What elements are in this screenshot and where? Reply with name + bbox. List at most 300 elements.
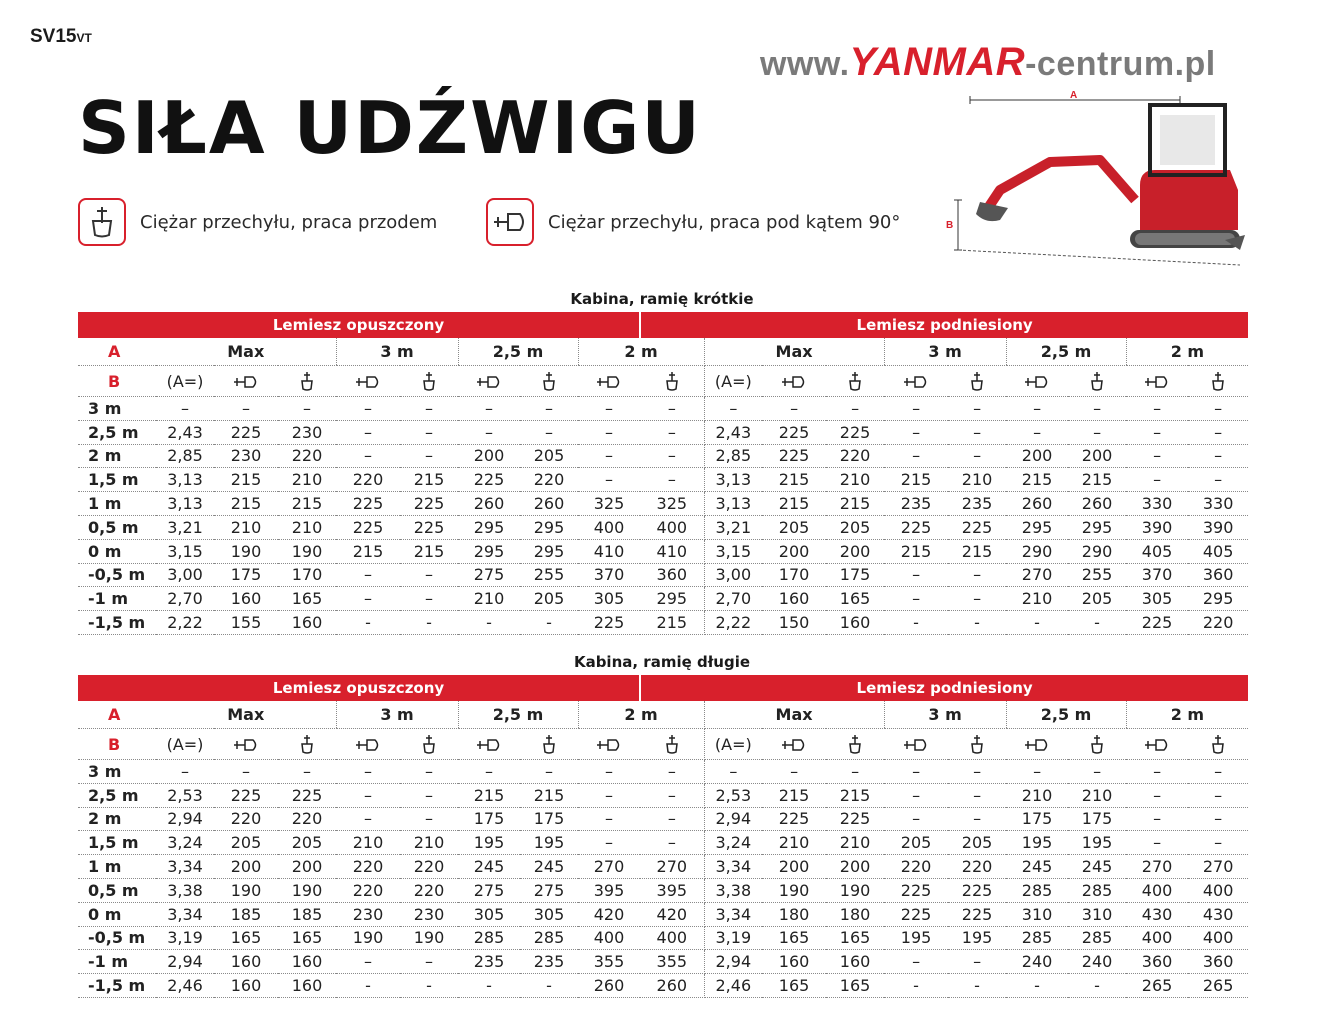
table-cell: 215 (884, 468, 948, 492)
height-label: 2,5 m (78, 420, 156, 444)
table-cell: 405 (1126, 539, 1188, 563)
table-cell: 220 (400, 855, 458, 879)
table-cell: – (762, 397, 826, 421)
table-cell: 3,15 (704, 539, 762, 563)
front-load-header (520, 729, 578, 760)
table-cell: 205 (278, 831, 336, 855)
reach-header: (A=) (704, 729, 762, 760)
bucket-front-icon (970, 734, 984, 754)
table-cell: 270 (1006, 563, 1068, 587)
table-cell: 205 (1068, 587, 1126, 611)
table-cell: 305 (1126, 587, 1188, 611)
table-cell: 215 (762, 468, 826, 492)
table-cell: 185 (278, 902, 336, 926)
table-title-long-arm: Kabina, ramię długie (573, 653, 751, 671)
front-load-header (826, 729, 884, 760)
table-cell: - (520, 611, 578, 635)
table-cell: 355 (640, 950, 704, 974)
table-cell: 285 (520, 926, 578, 950)
brand-logo: YANMAR (849, 40, 1026, 84)
bucket-side-icon (596, 738, 622, 752)
table-cell: – (1126, 783, 1188, 807)
table-cell: 230 (400, 902, 458, 926)
table-cell: – (1068, 760, 1126, 784)
table-title-short-arm: Kabina, ramię krótkie (570, 290, 754, 308)
table-cell: 360 (1188, 950, 1248, 974)
table-cell: 295 (1068, 515, 1126, 539)
table-cell: – (704, 397, 762, 421)
table-cell: – (156, 397, 214, 421)
side-load-header (214, 729, 278, 760)
table-cell: – (640, 397, 704, 421)
table-cell: – (400, 563, 458, 587)
side-load-header (762, 366, 826, 397)
table-cell: 165 (762, 926, 826, 950)
table-cell: 225 (826, 807, 884, 831)
table-cell: 3,34 (156, 902, 214, 926)
table-cell: – (1068, 420, 1126, 444)
table-cell: 200 (1068, 444, 1126, 468)
table-cell: 410 (578, 539, 640, 563)
table-cell: 400 (1188, 878, 1248, 902)
front-load-header (1188, 729, 1248, 760)
table-cell: 285 (458, 926, 520, 950)
front-load-header (278, 729, 336, 760)
table-row (78, 974, 1248, 998)
side-load-header (762, 729, 826, 760)
table-row (78, 878, 1248, 902)
table-cell: – (948, 397, 1006, 421)
reach-header: (A=) (156, 366, 214, 397)
table-cell: 420 (578, 902, 640, 926)
bucket-front-icon (970, 371, 984, 391)
table-cell: – (400, 587, 458, 611)
table-cell: – (884, 397, 948, 421)
table-cell: 215 (948, 539, 1006, 563)
table-cell: 215 (1006, 468, 1068, 492)
table-cell: – (948, 807, 1006, 831)
height-label: 3 m (78, 760, 156, 784)
bucket-front-icon (1090, 734, 1104, 754)
table-cell: – (826, 760, 884, 784)
table-cell: 165 (826, 974, 884, 998)
table-cell: - (884, 974, 948, 998)
table-cell: 220 (336, 855, 400, 879)
table-cell: 205 (520, 444, 578, 468)
table-cell: – (1006, 397, 1068, 421)
table-cell: 190 (826, 878, 884, 902)
table-cell: 160 (826, 950, 884, 974)
table-cell: 215 (278, 492, 336, 516)
table-cell: 285 (1068, 926, 1126, 950)
table-cell: 260 (640, 974, 704, 998)
table-cell: – (1126, 420, 1188, 444)
table-cell: 355 (578, 950, 640, 974)
table-cell: 170 (762, 563, 826, 587)
table-cell: 3,34 (156, 855, 214, 879)
table-cell: 200 (826, 539, 884, 563)
bucket-front-icon (665, 734, 679, 754)
table-cell: 225 (884, 515, 948, 539)
height-label: -1 m (78, 950, 156, 974)
table-cell: 225 (400, 492, 458, 516)
table-row (78, 783, 1248, 807)
table-cell: 200 (826, 855, 884, 879)
bucket-front-icon (1090, 371, 1104, 391)
table-cell: – (826, 397, 884, 421)
table-cell: 195 (884, 926, 948, 950)
table-cell: 190 (400, 926, 458, 950)
table-cell: 305 (458, 902, 520, 926)
table-cell: 270 (1126, 855, 1188, 879)
table-cell: – (1126, 468, 1188, 492)
table-cell: 190 (762, 878, 826, 902)
table-cell: – (336, 783, 400, 807)
table-cell: 155 (214, 611, 278, 635)
table-cell: 405 (1188, 539, 1248, 563)
reach-header: (A=) (704, 366, 762, 397)
table-cell: 205 (214, 831, 278, 855)
bucket-front-icon (78, 198, 126, 246)
table-cell: 240 (1006, 950, 1068, 974)
table-cell: – (762, 760, 826, 784)
side-load-header (578, 729, 640, 760)
table-cell: 220 (826, 444, 884, 468)
bucket-front-icon (665, 371, 679, 391)
table-cell: 2,94 (704, 807, 762, 831)
table-cell: 245 (1006, 855, 1068, 879)
table-cell: 3,13 (156, 468, 214, 492)
table-cell: – (578, 807, 640, 831)
table-cell: – (948, 444, 1006, 468)
table-cell: 275 (458, 563, 520, 587)
table-cell: 225 (578, 611, 640, 635)
table-cell: 295 (458, 515, 520, 539)
table-cell: – (1126, 397, 1188, 421)
table-cell: – (578, 831, 640, 855)
front-load-header (400, 366, 458, 397)
table-cell: 3,38 (156, 878, 214, 902)
table-cell: 230 (278, 420, 336, 444)
table-cell: 160 (214, 950, 278, 974)
table-cell: – (400, 444, 458, 468)
table-cell: 3,24 (156, 831, 214, 855)
table-cell: 210 (948, 468, 1006, 492)
table-cell: 220 (336, 468, 400, 492)
height-label: -1 m (78, 587, 156, 611)
table-cell: 225 (1126, 611, 1188, 635)
table-cell: 370 (1126, 563, 1188, 587)
table-cell: 390 (1126, 515, 1188, 539)
height-label: -1,5 m (78, 611, 156, 635)
table-cell: 205 (520, 587, 578, 611)
front-load-header (640, 366, 704, 397)
table-cell: 175 (458, 807, 520, 831)
table-cell: - (458, 611, 520, 635)
col-2m: 2 m (1126, 338, 1248, 366)
bucket-side-icon (355, 375, 381, 389)
table-cell: 360 (1126, 950, 1188, 974)
table-cell: 245 (458, 855, 520, 879)
header-row-a (78, 701, 1248, 729)
table-cell: 225 (400, 515, 458, 539)
table-cell: 195 (458, 831, 520, 855)
front-load-header (948, 366, 1006, 397)
col-2m: 2 m (578, 338, 704, 366)
table-cell: 210 (1006, 587, 1068, 611)
table-cell: 220 (400, 878, 458, 902)
table-cell: 215 (826, 492, 884, 516)
table-cell: 190 (214, 878, 278, 902)
table-cell: 260 (520, 492, 578, 516)
table-cell: 2,43 (704, 420, 762, 444)
table-cell: 295 (1188, 587, 1248, 611)
table-cell: – (948, 563, 1006, 587)
col-max: Max (704, 338, 884, 366)
table-row (78, 397, 1248, 421)
row-b-label: B (78, 366, 156, 397)
table-cell: – (1188, 760, 1248, 784)
table-cell: – (520, 760, 578, 784)
table-cell: 175 (1006, 807, 1068, 831)
table-cell: 330 (1126, 492, 1188, 516)
bucket-side-icon (355, 738, 381, 752)
table-cell: – (336, 420, 400, 444)
table-cell: 225 (336, 492, 400, 516)
website-url[interactable] (760, 40, 1216, 85)
legend-front-text: Ciężar przechyłu, praca przodem (140, 211, 438, 233)
table-cell: - (1006, 974, 1068, 998)
table-cell: 2,85 (704, 444, 762, 468)
front-load-header (400, 729, 458, 760)
table-cell: 390 (1188, 515, 1248, 539)
table-cell: – (884, 807, 948, 831)
table-cell: – (884, 420, 948, 444)
table-cell: – (458, 760, 520, 784)
table-cell: 210 (826, 831, 884, 855)
col-2-5m: 2,5 m (458, 701, 578, 729)
table-cell: 235 (884, 492, 948, 516)
table-cell: 330 (1188, 492, 1248, 516)
table-cell: 225 (336, 515, 400, 539)
table-cell: 235 (458, 950, 520, 974)
table-cell: 200 (762, 539, 826, 563)
url-prefix: www. (760, 45, 850, 83)
bucket-side-icon (476, 375, 502, 389)
side-load-header (1006, 729, 1068, 760)
table-cell: 3,19 (704, 926, 762, 950)
bucket-front-icon (542, 734, 556, 754)
table-cell: – (336, 563, 400, 587)
bucket-front-icon (848, 734, 862, 754)
table-cell: 160 (278, 974, 336, 998)
table-cell: 210 (458, 587, 520, 611)
bucket-side-icon (781, 738, 807, 752)
table-cell: 240 (1068, 950, 1126, 974)
table-cell: – (1126, 831, 1188, 855)
table-cell: 245 (520, 855, 578, 879)
table-cell: 220 (884, 855, 948, 879)
table-cell: 200 (458, 444, 520, 468)
front-load-header (1068, 366, 1126, 397)
table-row (78, 515, 1248, 539)
table-cell: - (948, 611, 1006, 635)
table-cell: 160 (214, 587, 278, 611)
table-cell: 215 (1068, 468, 1126, 492)
table-cell: 210 (278, 515, 336, 539)
height-label: 1,5 m (78, 468, 156, 492)
table-cell: 2,43 (156, 420, 214, 444)
table-cell: – (458, 397, 520, 421)
bucket-front-icon (1211, 371, 1225, 391)
row-a-label: A (78, 338, 156, 366)
col-3m: 3 m (884, 338, 1006, 366)
table-cell: 255 (520, 563, 578, 587)
table-cell: – (948, 420, 1006, 444)
table-cell: - (400, 611, 458, 635)
table-cell: 2,94 (704, 950, 762, 974)
table-cell: 215 (214, 492, 278, 516)
table-cell: 165 (826, 587, 884, 611)
table-cell: – (884, 587, 948, 611)
table-cell: – (640, 468, 704, 492)
height-label: 1 m (78, 492, 156, 516)
table-cell: 165 (214, 926, 278, 950)
table-cell: 275 (458, 878, 520, 902)
table-row (78, 492, 1248, 516)
table-cell: 235 (948, 492, 1006, 516)
table-cell: – (948, 783, 1006, 807)
front-load-header (640, 729, 704, 760)
bucket-side-icon (233, 738, 259, 752)
table-cell: 400 (1126, 878, 1188, 902)
table-row (78, 468, 1248, 492)
table-cell: – (336, 760, 400, 784)
table-cell: 3,00 (156, 563, 214, 587)
bucket-front-icon (422, 734, 436, 754)
page-title: SIŁA UDŹWIGU (78, 86, 702, 170)
table-cell: 230 (336, 902, 400, 926)
table-cell: 3,00 (704, 563, 762, 587)
table-cell: - (336, 974, 400, 998)
bucket-front-icon (300, 371, 314, 391)
table-cell: 3,13 (704, 468, 762, 492)
table-cell: 195 (948, 926, 1006, 950)
table-cell: 295 (640, 587, 704, 611)
table-cell: 175 (520, 807, 578, 831)
table-cell: – (400, 950, 458, 974)
side-load-header (336, 366, 400, 397)
table-cell: 3,21 (156, 515, 214, 539)
table-cell: 270 (578, 855, 640, 879)
table-cell: 225 (826, 420, 884, 444)
table-cell: 235 (520, 950, 578, 974)
table-cell: - (520, 974, 578, 998)
table-row (78, 420, 1248, 444)
height-label: 2 m (78, 444, 156, 468)
table-cell: – (1068, 397, 1126, 421)
table-cell: 430 (1126, 902, 1188, 926)
legend-side-text: Ciężar przechyłu, praca pod kątem 90° (548, 211, 901, 233)
table-cell: - (1068, 974, 1126, 998)
table-cell: 205 (884, 831, 948, 855)
header-row-b (78, 729, 1248, 760)
table-cell: 285 (1006, 878, 1068, 902)
table-cell: - (884, 611, 948, 635)
table-cell: 225 (762, 807, 826, 831)
table-cell: 165 (278, 587, 336, 611)
table-cell: 325 (640, 492, 704, 516)
table-cell: 260 (1006, 492, 1068, 516)
table-cell: 225 (762, 444, 826, 468)
table-cell: 3,15 (156, 539, 214, 563)
table-cell: – (400, 783, 458, 807)
table-cell: – (578, 444, 640, 468)
table-cell: 400 (1188, 926, 1248, 950)
table-cell: 215 (458, 783, 520, 807)
table-cell: 400 (578, 926, 640, 950)
table-cell: – (458, 420, 520, 444)
table-cell: 285 (1068, 878, 1126, 902)
table-cell: 180 (826, 902, 884, 926)
table-cell: 210 (1006, 783, 1068, 807)
table-cell: – (948, 760, 1006, 784)
col-2-5m: 2,5 m (458, 338, 578, 366)
table-cell: 3,13 (156, 492, 214, 516)
table-cell: 195 (1006, 831, 1068, 855)
table-cell: – (278, 397, 336, 421)
table-cell: 215 (884, 539, 948, 563)
table-cell: – (214, 760, 278, 784)
table-cell: – (704, 760, 762, 784)
table-row (78, 902, 1248, 926)
side-load-header (458, 729, 520, 760)
side-load-header (884, 366, 948, 397)
height-label: 0 m (78, 539, 156, 563)
table-cell: 260 (1068, 492, 1126, 516)
table-cell: – (640, 760, 704, 784)
table-cell: 225 (762, 420, 826, 444)
table-cell: – (884, 783, 948, 807)
table-cell: 225 (884, 878, 948, 902)
table-cell: 200 (1006, 444, 1068, 468)
group-header-row (78, 312, 1248, 338)
table-cell: 210 (826, 468, 884, 492)
bucket-front-icon (542, 371, 556, 391)
bucket-side-icon (903, 738, 929, 752)
table-cell: 3,34 (704, 902, 762, 926)
table-cell: 165 (826, 926, 884, 950)
table-cell: 410 (640, 539, 704, 563)
table-cell: - (1006, 611, 1068, 635)
table-cell: 2,94 (156, 807, 214, 831)
table-cell: – (400, 397, 458, 421)
table-cell: – (520, 420, 578, 444)
table-cell: 3,24 (704, 831, 762, 855)
table-cell: – (156, 760, 214, 784)
bucket-side-icon (486, 198, 534, 246)
table-cell: 255 (1068, 563, 1126, 587)
table-cell: – (578, 468, 640, 492)
side-load-header (884, 729, 948, 760)
table-cell: 220 (1188, 611, 1248, 635)
table-row (78, 807, 1248, 831)
table-cell: 295 (458, 539, 520, 563)
table-cell: 420 (640, 902, 704, 926)
table-cell: 290 (1068, 539, 1126, 563)
table-cell: – (1188, 397, 1248, 421)
front-load-header (520, 366, 578, 397)
